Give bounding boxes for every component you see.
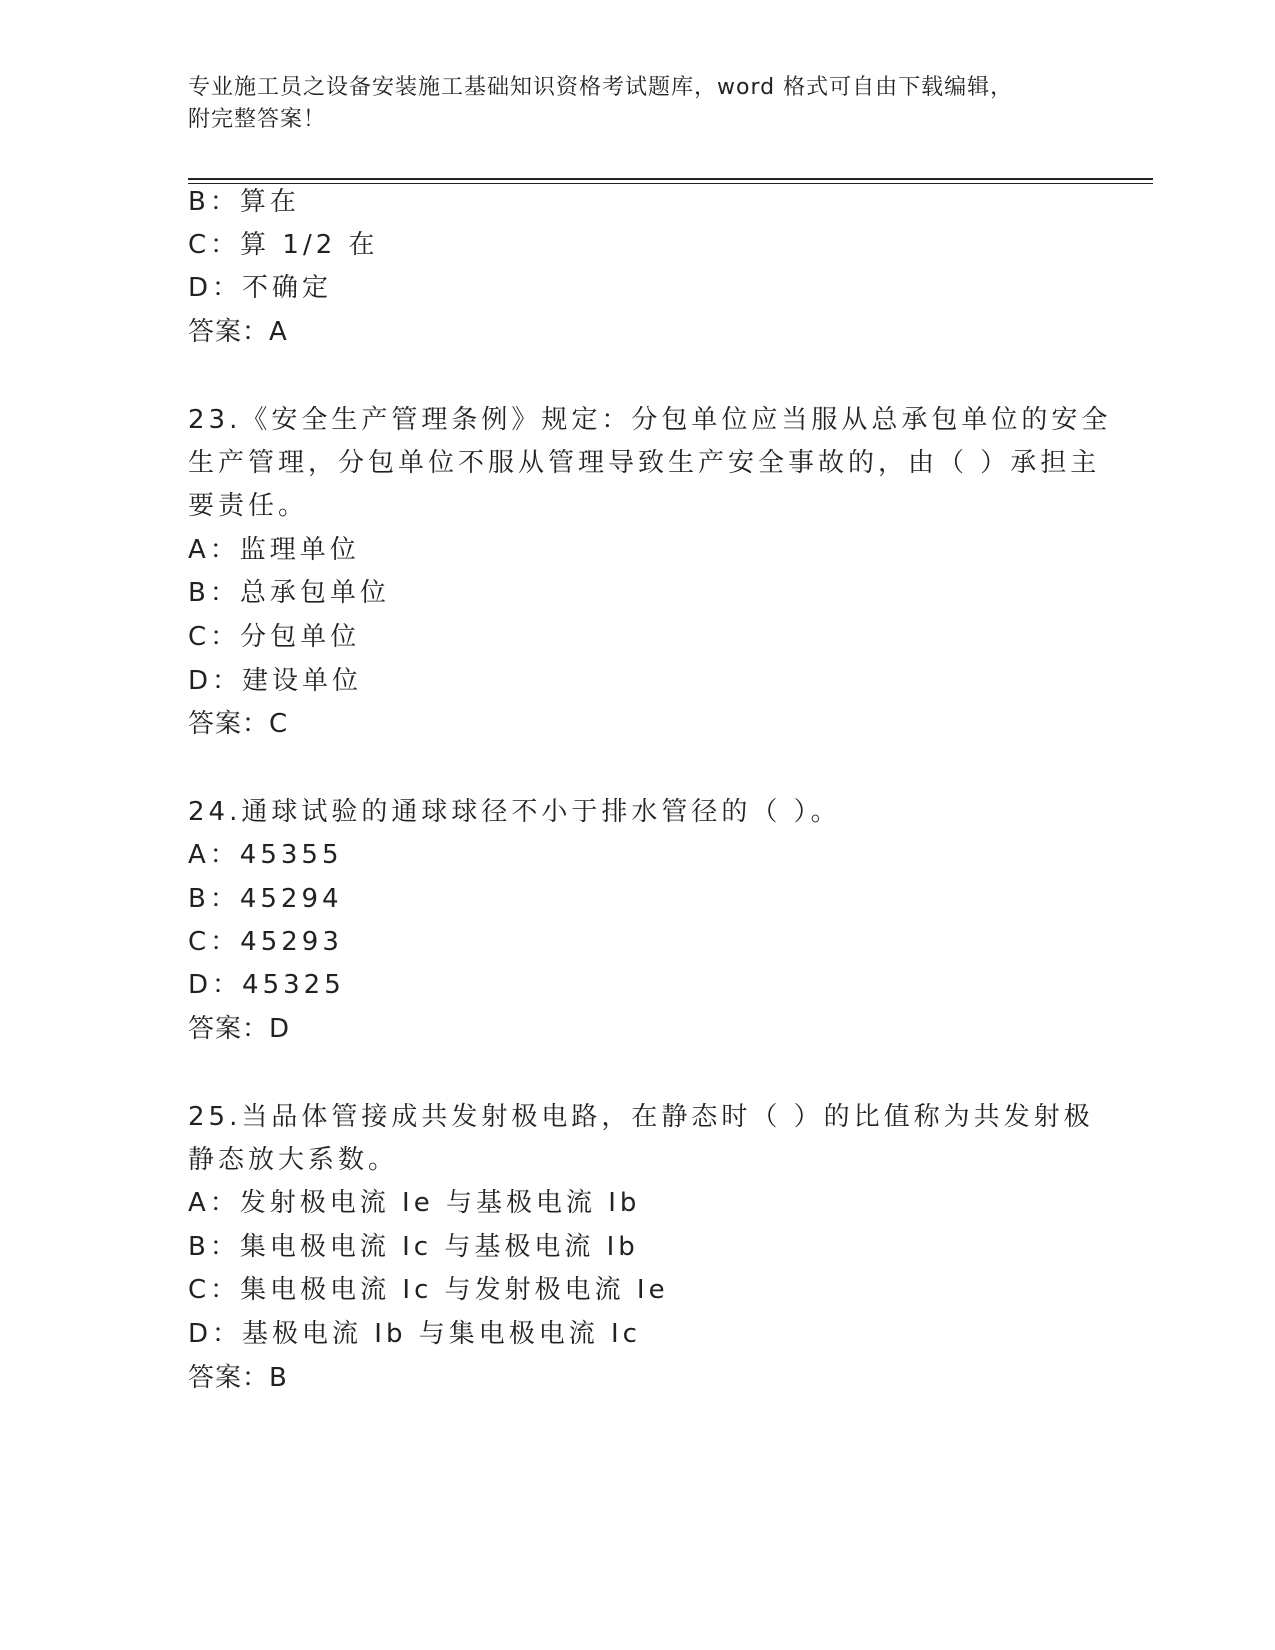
q23-answer: 答案：C <box>188 709 289 739</box>
q25-stem-line-2: 静态放大系数。 <box>188 1145 399 1175</box>
prev-option-b: B：算在 <box>188 187 300 217</box>
q25-stem-line-1: 25.当品体管接成共发射极电路，在静态时（ ）的比值称为共发射极 <box>188 1102 1094 1132</box>
header-line-1: 专业施工员之设备安装施工基础知识资格考试题库，word 格式可自由下载编辑， <box>188 75 1014 100</box>
page-header <box>188 72 1088 136</box>
q23-option-d: D：建设单位 <box>188 666 363 696</box>
q24-stem-line-1: 24.通球试验的通球球径不小于排水管径的（ ）。 <box>188 797 841 827</box>
header-line-2: 附完整答案！ <box>188 107 327 132</box>
q23-stem-line-1: 23.《安全生产管理条例》规定：分包单位应当服从总承包单位的安全 <box>188 405 1112 435</box>
q25-option-a: A：发射极电流 Ie 与基极电流 Ib <box>188 1188 641 1218</box>
prev-option-c: C：算 1/2 在 <box>188 230 379 260</box>
q25-answer: 答案：B <box>188 1363 288 1393</box>
q24-option-a: A：45355 <box>188 840 343 870</box>
q24-option-b: B：45294 <box>188 884 343 914</box>
q23-option-a: A：监理单位 <box>188 535 360 565</box>
header-divider-thin <box>188 183 1153 184</box>
q25-option-b: B：集电极电流 Ic 与基极电流 Ib <box>188 1232 639 1262</box>
q24-answer: 答案：D <box>188 1014 291 1044</box>
prev-answer: 答案：A <box>188 317 288 347</box>
q24-option-d: D：45325 <box>188 970 345 1000</box>
q24-option-c: C：45293 <box>188 927 343 957</box>
q23-option-b: B：总承包单位 <box>188 578 390 608</box>
q25-option-d: D：基极电流 Ib 与集电极电流 Ic <box>188 1319 641 1349</box>
q23-option-c: C：分包单位 <box>188 622 361 652</box>
header-divider-thick <box>188 178 1153 180</box>
prev-option-d: D：不确定 <box>188 273 333 303</box>
q23-stem-line-2: 生产管理，分包单位不服从管理导致生产安全事故的，由（ ）承担主 <box>188 448 1101 478</box>
q23-stem-line-3: 要责任。 <box>188 491 309 521</box>
q25-option-c: C：集电极电流 Ic 与发射极电流 Ie <box>188 1275 669 1305</box>
